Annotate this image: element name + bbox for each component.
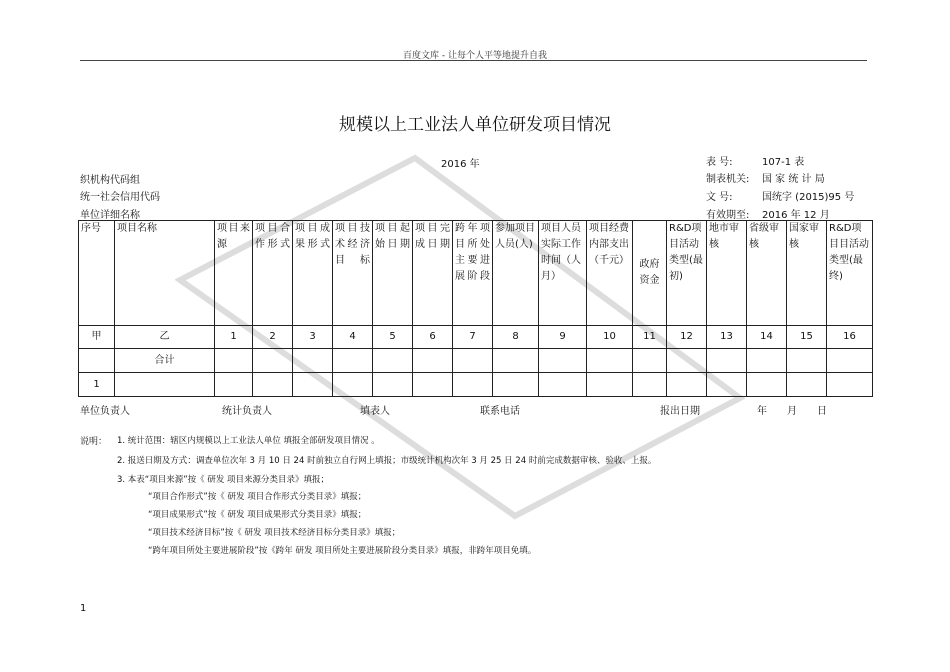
col-header-tech-goal: 项目技术经济目标 xyxy=(333,221,373,326)
note-item: 1. 统计范围：辖区内规模以上工业法人单位 填报全部研发项目情况 。 xyxy=(117,436,380,446)
table-cell[interactable] xyxy=(667,349,707,373)
form-number-value: 107-1 表 xyxy=(762,157,805,168)
col-number: 16 xyxy=(827,326,873,349)
col-number: 3 xyxy=(293,326,333,349)
doc-number-label: 文 号: xyxy=(706,192,733,203)
col-header-cooperation: 项目合作形式 xyxy=(253,221,293,326)
header-divider xyxy=(80,60,867,61)
report-date-label: 报出日期 xyxy=(660,406,700,417)
table-cell[interactable] xyxy=(587,373,633,397)
col-header-source: 项目来源 xyxy=(215,221,253,326)
col-number: 11 xyxy=(633,326,667,349)
issuing-agency-value: 国 家 统 计 局 xyxy=(762,174,825,185)
col-number: 13 xyxy=(707,326,747,349)
stats-head-label: 统计负责人 xyxy=(222,406,272,417)
table-cell[interactable] xyxy=(747,373,787,397)
col-header-gov-funds: 政府资金 xyxy=(633,221,667,326)
year-label: 年 xyxy=(757,406,767,417)
col-number: 7 xyxy=(453,326,493,349)
col-number: 15 xyxy=(787,326,827,349)
table-cell[interactable] xyxy=(215,373,253,397)
day-label: 日 xyxy=(817,406,827,417)
table-cell[interactable] xyxy=(115,373,215,397)
table-cell[interactable] xyxy=(253,373,293,397)
col-header-project-name: 项目名称 xyxy=(115,221,215,326)
table-cell[interactable] xyxy=(707,349,747,373)
col-header-work-time: 项目人员实际工作时间（人月） xyxy=(539,221,587,326)
total-row xyxy=(79,349,873,373)
table-cell[interactable] xyxy=(373,373,413,397)
col-header-end-date: 项目完成日期 xyxy=(413,221,453,326)
project-table xyxy=(78,220,873,397)
col-header-city-review: 地市审核 xyxy=(707,221,747,326)
col-number: 8 xyxy=(493,326,539,349)
page-number: 1 xyxy=(80,603,87,614)
table-cell[interactable] xyxy=(827,373,873,397)
table-cell[interactable] xyxy=(707,373,747,397)
unit-head-label: 单位负责人 xyxy=(80,406,130,417)
col-header-province-review: 省级审核 xyxy=(747,221,787,326)
col-number: 12 xyxy=(667,326,707,349)
table-cell[interactable] xyxy=(373,349,413,373)
table-cell[interactable] xyxy=(787,349,827,373)
table-cell[interactable] xyxy=(453,349,493,373)
note-item: “跨年项目所处主要进展阶段”按《跨年 研发 项目所处主要进展阶段分类目录》填报，非跨年项目免填。 xyxy=(148,546,537,556)
phone-label: 联系电话 xyxy=(480,406,520,417)
note-item: 3. 本表“项目来源”按《 研发 项目来源分类目录》填报； xyxy=(117,475,330,485)
table-cell[interactable] xyxy=(453,373,493,397)
column-number-row xyxy=(79,326,873,349)
col-header-rd-type-final: R&D项目目活动类型(最终) xyxy=(827,221,873,326)
table-cell[interactable] xyxy=(293,349,333,373)
valid-until-label: 有效期至: xyxy=(706,210,750,221)
col-number: 2 xyxy=(253,326,293,349)
table-cell[interactable] xyxy=(493,373,539,397)
table-cell[interactable] xyxy=(747,349,787,373)
table-cell[interactable] xyxy=(539,349,587,373)
col-header-staff: 参加项目人员(人) xyxy=(493,221,539,326)
table-cell[interactable] xyxy=(215,349,253,373)
document-title: 规模以上工业法人单位研发项目情况 xyxy=(339,115,611,135)
table-cell[interactable] xyxy=(413,349,453,373)
month-label: 月 xyxy=(787,406,797,417)
table-cell[interactable] xyxy=(633,373,667,397)
header-row xyxy=(79,221,873,326)
valid-until-value: 2016 年 12 月 xyxy=(762,210,830,221)
page-header: 百度文库 - 让每个人平等地提升自我 xyxy=(403,51,547,61)
org-code-label: 织机构代码组 xyxy=(80,175,140,186)
table-cell[interactable] xyxy=(827,349,873,373)
table-cell[interactable] xyxy=(293,373,333,397)
table-cell[interactable] xyxy=(539,373,587,397)
table-cell[interactable] xyxy=(787,373,827,397)
filler-label: 填表人 xyxy=(360,406,390,417)
col-header-stage: 跨年项目所处主要进展阶段 xyxy=(453,221,493,326)
col-number: 14 xyxy=(747,326,787,349)
col-header-seq: 序号 xyxy=(79,221,115,326)
total-label: 合计 xyxy=(115,349,215,373)
note-item: “项目技术经济目标”按《 研发 项目技术经济目标分类目录》填报； xyxy=(148,528,401,538)
col-number: 10 xyxy=(587,326,633,349)
table-row xyxy=(79,373,873,397)
issuing-agency-label: 制表机关: xyxy=(706,174,750,185)
table-cell[interactable] xyxy=(79,349,115,373)
table-cell[interactable] xyxy=(413,373,453,397)
table-cell[interactable] xyxy=(333,349,373,373)
form-number-label: 表 号: xyxy=(706,157,733,168)
row-index: 1 xyxy=(79,373,115,397)
unit-name-label: 单位详细名称 xyxy=(80,210,140,221)
col-header-expenditure: 项目经费内部支出（千元） xyxy=(587,221,633,326)
col-header-result-form: 项目成果形式 xyxy=(293,221,333,326)
col-number: 乙 xyxy=(115,326,215,349)
table-cell[interactable] xyxy=(633,349,667,373)
notes-label: 说明： xyxy=(80,437,108,447)
table-cell[interactable] xyxy=(587,349,633,373)
table-cell[interactable] xyxy=(333,373,373,397)
col-number: 1 xyxy=(215,326,253,349)
col-header-national-review: 国家审核 xyxy=(787,221,827,326)
report-year: 2016 年 xyxy=(441,159,480,170)
note-item: “项目成果形式”按《 研发 项目成果形式分类目录》填报； xyxy=(148,510,367,520)
col-number: 6 xyxy=(413,326,453,349)
note-item: 2. 报送日期及方式：调查单位次年 3 月 10 日 24 时前独立自行网上填报；市级统计机构次年 3 月 25 日 24 时前完成数据审核、验收、上报。 xyxy=(117,456,657,466)
col-number: 4 xyxy=(333,326,373,349)
note-item: “项目合作形式”按《 研发 项目合作形式分类目录》填报； xyxy=(148,492,367,502)
table-cell[interactable] xyxy=(493,349,539,373)
col-header-rd-type-initial: R&D项目活动类型(最初) xyxy=(667,221,707,326)
table-cell[interactable] xyxy=(253,349,293,373)
credit-code-label: 统一社会信用代码 xyxy=(80,192,160,203)
doc-number-value: 国统字 (2015)95 号 xyxy=(762,192,855,203)
col-number: 甲 xyxy=(79,326,115,349)
table-cell[interactable] xyxy=(667,373,707,397)
col-number: 9 xyxy=(539,326,587,349)
col-header-start-date: 项目起始日期 xyxy=(373,221,413,326)
col-number: 5 xyxy=(373,326,413,349)
